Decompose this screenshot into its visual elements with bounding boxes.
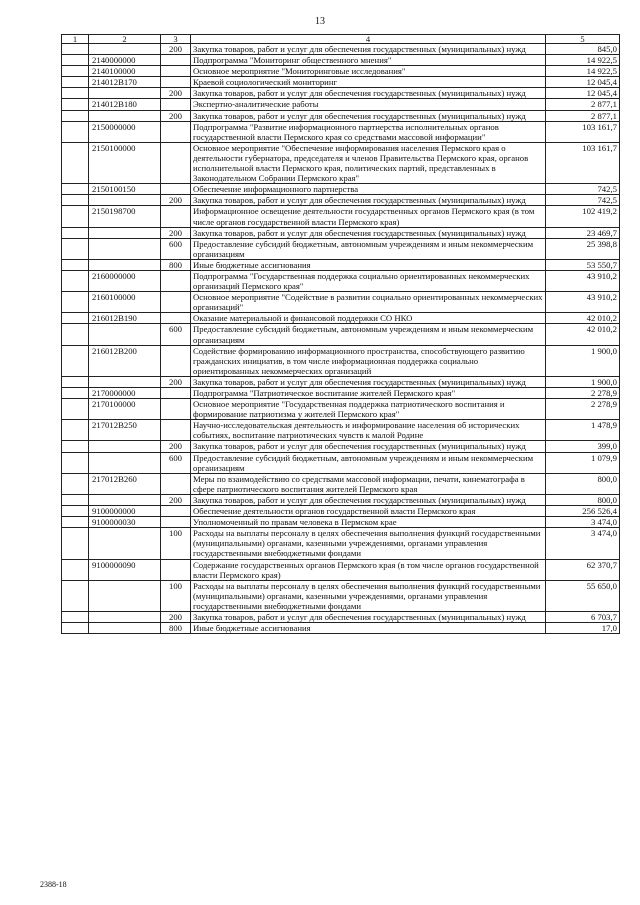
row-marker-cell <box>62 388 89 399</box>
amount-cell: 742,5 <box>546 195 620 206</box>
expense-type-cell <box>161 99 191 110</box>
expense-type-cell <box>161 399 191 420</box>
target-code-cell: 217012В260 <box>89 473 161 494</box>
description-cell: Подпрограмма "Развитие информационного партнерства исполнительных органов государственной власти Пермского края со средствами массовой информации" <box>191 121 546 142</box>
row-marker-cell <box>62 345 89 376</box>
amount-cell: 53 550,7 <box>546 259 620 270</box>
expense-type-cell <box>161 77 191 88</box>
amount-cell: 12 045,4 <box>546 88 620 99</box>
target-code-cell <box>89 88 161 99</box>
row-marker-cell <box>62 195 89 206</box>
table-row <box>62 195 620 206</box>
amount-cell: 3 474,0 <box>546 517 620 528</box>
amount-cell: 43 910,2 <box>546 270 620 291</box>
table-row <box>62 517 620 528</box>
expense-type-cell <box>161 121 191 142</box>
description-cell: Меры по взаимодействию со средствами массовой информации, печати, кинематографа в сфере патриотического воспитания жителей Пермского края <box>191 473 546 494</box>
amount-cell: 845,0 <box>546 44 620 55</box>
description-cell: Закупка товаров, работ и услуг для обеспечения государственных (муниципальных) нужд <box>191 611 546 622</box>
table-row <box>62 345 620 376</box>
description-cell: Содержание государственных органов Пермского края (в том числе органов государственной власти Пермского края) <box>191 559 546 580</box>
expense-type-cell: 200 <box>161 441 191 452</box>
table-row <box>62 420 620 441</box>
table-row <box>62 206 620 227</box>
target-code-cell: 9100000090 <box>89 559 161 580</box>
table-row <box>62 494 620 505</box>
amount-cell: 14 922,5 <box>546 66 620 77</box>
description-cell: Обеспечение информационного партнерства <box>191 184 546 195</box>
description-cell: Закупка товаров, работ и услуг для обеспечения государственных (муниципальных) нужд <box>191 44 546 55</box>
expense-type-cell <box>161 184 191 195</box>
description-cell: Основное мероприятие "Государственная поддержка патриотического воспитания и формирование патриотизма у жителей Пермского края" <box>191 399 546 420</box>
amount-cell: 25 398,8 <box>546 238 620 259</box>
description-cell: Предоставление субсидий бюджетным, автономным учреждениям и иным некоммерческим организациям <box>191 238 546 259</box>
description-cell: Иные бюджетные ассигнования <box>191 623 546 634</box>
target-code-cell: 9100000030 <box>89 517 161 528</box>
amount-cell: 1 478,9 <box>546 420 620 441</box>
table-row <box>62 376 620 387</box>
target-code-cell: 216012В200 <box>89 345 161 376</box>
row-marker-cell <box>62 238 89 259</box>
target-code-cell: 2150000000 <box>89 121 161 142</box>
expense-type-cell: 200 <box>161 494 191 505</box>
description-cell: Основное мероприятие "Мониторинговые исследования" <box>191 66 546 77</box>
target-code-cell: 217012В250 <box>89 420 161 441</box>
amount-cell: 256 526,4 <box>546 506 620 517</box>
description-cell: Экспертно-аналитические работы <box>191 99 546 110</box>
table-row <box>62 238 620 259</box>
expense-type-cell: 200 <box>161 44 191 55</box>
table-row <box>62 559 620 580</box>
row-marker-cell <box>62 517 89 528</box>
row-marker-cell <box>62 77 89 88</box>
table-row <box>62 55 620 66</box>
amount-cell: 1 900,0 <box>546 345 620 376</box>
row-marker-cell <box>62 452 89 473</box>
amount-cell: 742,5 <box>546 184 620 195</box>
row-marker-cell <box>62 399 89 420</box>
description-cell: Краевой социологический мониторинг <box>191 77 546 88</box>
expense-type-cell: 100 <box>161 528 191 559</box>
column-header: 1 <box>62 35 89 44</box>
expense-type-cell: 600 <box>161 452 191 473</box>
amount-cell: 6 703,7 <box>546 611 620 622</box>
amount-cell: 14 922,5 <box>546 55 620 66</box>
target-code-cell: 2170100000 <box>89 399 161 420</box>
target-code-cell: 216012В190 <box>89 313 161 324</box>
description-cell: Подпрограмма "Патриотическое воспитание жителей Пермского края" <box>191 388 546 399</box>
description-cell: Научно-исследовательская деятельность и информирование населения об исторических событиях, воспитание патриотических чувств к малой Родине <box>191 420 546 441</box>
amount-cell: 62 370,7 <box>546 559 620 580</box>
expense-type-cell: 800 <box>161 259 191 270</box>
target-code-cell: 214012В170 <box>89 77 161 88</box>
amount-cell: 800,0 <box>546 473 620 494</box>
row-marker-cell <box>62 88 89 99</box>
expense-type-cell <box>161 142 191 183</box>
description-cell: Обеспечение деятельности органов государственной власти Пермского края <box>191 506 546 517</box>
table-row <box>62 441 620 452</box>
amount-cell: 2 278,9 <box>546 399 620 420</box>
table-row <box>62 473 620 494</box>
target-code-cell: 2140100000 <box>89 66 161 77</box>
document-code: 2388-18 <box>40 880 67 889</box>
amount-cell: 42 010,2 <box>546 324 620 345</box>
target-code-cell <box>89 227 161 238</box>
description-cell: Закупка товаров, работ и услуг для обеспечения государственных (муниципальных) нужд <box>191 227 546 238</box>
expense-type-cell <box>161 473 191 494</box>
table-row <box>62 88 620 99</box>
table-row <box>62 121 620 142</box>
table-row <box>62 580 620 611</box>
row-marker-cell <box>62 494 89 505</box>
target-code-cell <box>89 611 161 622</box>
table-row <box>62 110 620 121</box>
table-header-row <box>62 35 620 44</box>
amount-cell: 43 910,2 <box>546 292 620 313</box>
target-code-cell: 2170000000 <box>89 388 161 399</box>
target-code-cell: 2150198700 <box>89 206 161 227</box>
amount-cell: 2 877,1 <box>546 110 620 121</box>
row-marker-cell <box>62 441 89 452</box>
description-cell: Предоставление субсидий бюджетным, автономным учреждениям и иным некоммерческим организациям <box>191 324 546 345</box>
target-code-cell <box>89 376 161 387</box>
target-code-cell <box>89 528 161 559</box>
row-marker-cell <box>62 324 89 345</box>
target-code-cell: 2140000000 <box>89 55 161 66</box>
table-row <box>62 227 620 238</box>
target-code-cell: 2160000000 <box>89 270 161 291</box>
expense-type-cell: 200 <box>161 110 191 121</box>
target-code-cell <box>89 110 161 121</box>
description-cell: Оказание материальной и финансовой поддержки СО НКО <box>191 313 546 324</box>
description-cell: Основное мероприятие "Содействие в развитии социально ориентированных некоммерческих организаций" <box>191 292 546 313</box>
table-row <box>62 259 620 270</box>
expense-type-cell <box>161 559 191 580</box>
row-marker-cell <box>62 313 89 324</box>
row-marker-cell <box>62 259 89 270</box>
expense-type-cell <box>161 313 191 324</box>
expense-type-cell <box>161 206 191 227</box>
expense-type-cell <box>161 506 191 517</box>
amount-cell: 3 474,0 <box>546 528 620 559</box>
expense-type-cell: 200 <box>161 227 191 238</box>
target-code-cell <box>89 238 161 259</box>
expense-type-cell <box>161 388 191 399</box>
row-marker-cell <box>62 270 89 291</box>
column-header: 3 <box>161 35 191 44</box>
column-header: 2 <box>89 35 161 44</box>
row-marker-cell <box>62 99 89 110</box>
row-marker-cell <box>62 473 89 494</box>
row-marker-cell <box>62 66 89 77</box>
description-cell: Закупка товаров, работ и услуг для обеспечения государственных (муниципальных) нужд <box>191 88 546 99</box>
row-marker-cell <box>62 611 89 622</box>
table-row <box>62 313 620 324</box>
expense-type-cell <box>161 270 191 291</box>
row-marker-cell <box>62 142 89 183</box>
row-marker-cell <box>62 506 89 517</box>
expense-type-cell <box>161 345 191 376</box>
row-marker-cell <box>62 55 89 66</box>
row-marker-cell <box>62 227 89 238</box>
table-row <box>62 388 620 399</box>
expense-type-cell: 200 <box>161 376 191 387</box>
budget-table <box>61 34 620 634</box>
target-code-cell: 2150100150 <box>89 184 161 195</box>
table-row <box>62 611 620 622</box>
description-cell: Закупка товаров, работ и услуг для обеспечения государственных (муниципальных) нужд <box>191 441 546 452</box>
row-marker-cell <box>62 580 89 611</box>
row-marker-cell <box>62 206 89 227</box>
amount-cell: 1 900,0 <box>546 376 620 387</box>
target-code-cell <box>89 452 161 473</box>
column-header: 5 <box>546 35 620 44</box>
target-code-cell <box>89 259 161 270</box>
expense-type-cell: 600 <box>161 238 191 259</box>
table-row <box>62 506 620 517</box>
target-code-cell <box>89 44 161 55</box>
amount-cell: 102 419,2 <box>546 206 620 227</box>
row-marker-cell <box>62 184 89 195</box>
amount-cell: 17,0 <box>546 623 620 634</box>
table-row <box>62 66 620 77</box>
expense-type-cell <box>161 292 191 313</box>
description-cell: Иные бюджетные ассигнования <box>191 259 546 270</box>
expense-type-cell: 200 <box>161 611 191 622</box>
amount-cell: 800,0 <box>546 494 620 505</box>
target-code-cell: 2150100000 <box>89 142 161 183</box>
target-code-cell <box>89 623 161 634</box>
target-code-cell <box>89 580 161 611</box>
row-marker-cell <box>62 420 89 441</box>
description-cell: Содействие формированию информационного пространства, способствующего развитию гражданских инициатив, в том числе информационная поддержка социально ориентированных некоммерческих организаций <box>191 345 546 376</box>
description-cell: Расходы на выплаты персоналу в целях обеспечения выполнения функций государственными (муниципальными) органами, казенными учреждениями, органами управления государственными внебюджетными фондами <box>191 528 546 559</box>
amount-cell: 399,0 <box>546 441 620 452</box>
expense-type-cell: 600 <box>161 324 191 345</box>
row-marker-cell <box>62 559 89 580</box>
table-row <box>62 324 620 345</box>
expense-type-cell <box>161 517 191 528</box>
amount-cell: 42 010,2 <box>546 313 620 324</box>
description-cell: Закупка товаров, работ и услуг для обеспечения государственных (муниципальных) нужд <box>191 494 546 505</box>
target-code-cell <box>89 494 161 505</box>
amount-cell: 2 278,9 <box>546 388 620 399</box>
row-marker-cell <box>62 121 89 142</box>
description-cell: Подпрограмма "Государственная поддержка социально ориентированных некоммерческих организаций Пермского края" <box>191 270 546 291</box>
expense-type-cell: 200 <box>161 195 191 206</box>
description-cell: Закупка товаров, работ и услуг для обеспечения государственных (муниципальных) нужд <box>191 110 546 121</box>
description-cell: Информационное освещение деятельности государственных органов Пермского края (в том числе органов государственной власти Пермского края) <box>191 206 546 227</box>
expense-type-cell: 200 <box>161 88 191 99</box>
target-code-cell <box>89 324 161 345</box>
row-marker-cell <box>62 110 89 121</box>
description-cell: Расходы на выплаты персоналу в целях обеспечения выполнения функций государственными (муниципальными) органами, казенными учреждениями, органами управления государственными внебюджетными фондами <box>191 580 546 611</box>
table-row <box>62 184 620 195</box>
target-code-cell: 2160100000 <box>89 292 161 313</box>
amount-cell: 23 469,7 <box>546 227 620 238</box>
amount-cell: 12 045,4 <box>546 77 620 88</box>
expense-type-cell <box>161 66 191 77</box>
description-cell: Закупка товаров, работ и услуг для обеспечения государственных (муниципальных) нужд <box>191 376 546 387</box>
column-header: 4 <box>191 35 546 44</box>
amount-cell: 103 161,7 <box>546 121 620 142</box>
table-row <box>62 399 620 420</box>
table-row <box>62 44 620 55</box>
row-marker-cell <box>62 292 89 313</box>
page-number: 13 <box>315 16 325 27</box>
target-code-cell <box>89 441 161 452</box>
description-cell: Предоставление субсидий бюджетным, автономным учреждениям и иным некоммерческим организациям <box>191 452 546 473</box>
amount-cell: 2 877,1 <box>546 99 620 110</box>
row-marker-cell <box>62 528 89 559</box>
expense-type-cell: 800 <box>161 623 191 634</box>
amount-cell: 1 079,9 <box>546 452 620 473</box>
expense-type-cell: 100 <box>161 580 191 611</box>
table-row <box>62 528 620 559</box>
amount-cell: 55 650,0 <box>546 580 620 611</box>
amount-cell: 103 161,7 <box>546 142 620 183</box>
table-row <box>62 142 620 183</box>
expense-type-cell <box>161 420 191 441</box>
description-cell: Уполномоченный по правам человека в Пермском крае <box>191 517 546 528</box>
table-row <box>62 623 620 634</box>
expense-type-cell <box>161 55 191 66</box>
row-marker-cell <box>62 623 89 634</box>
table-row <box>62 452 620 473</box>
row-marker-cell <box>62 376 89 387</box>
target-code-cell <box>89 195 161 206</box>
table-row <box>62 77 620 88</box>
target-code-cell: 214012В180 <box>89 99 161 110</box>
table-row <box>62 99 620 110</box>
description-cell: Закупка товаров, работ и услуг для обеспечения государственных (муниципальных) нужд <box>191 195 546 206</box>
table-row <box>62 292 620 313</box>
table-row <box>62 270 620 291</box>
description-cell: Основное мероприятие "Обеспечение информирования населения Пермского края о деятельности губернатора, председателя и членов Правительства Пермского края, органов исполнительной власти Пермского края, политических партий, представленных в Законодательном Собрании Пермского края" <box>191 142 546 183</box>
target-code-cell: 9100000000 <box>89 506 161 517</box>
row-marker-cell <box>62 44 89 55</box>
description-cell: Подпрограмма "Мониторинг общественного мнения" <box>191 55 546 66</box>
